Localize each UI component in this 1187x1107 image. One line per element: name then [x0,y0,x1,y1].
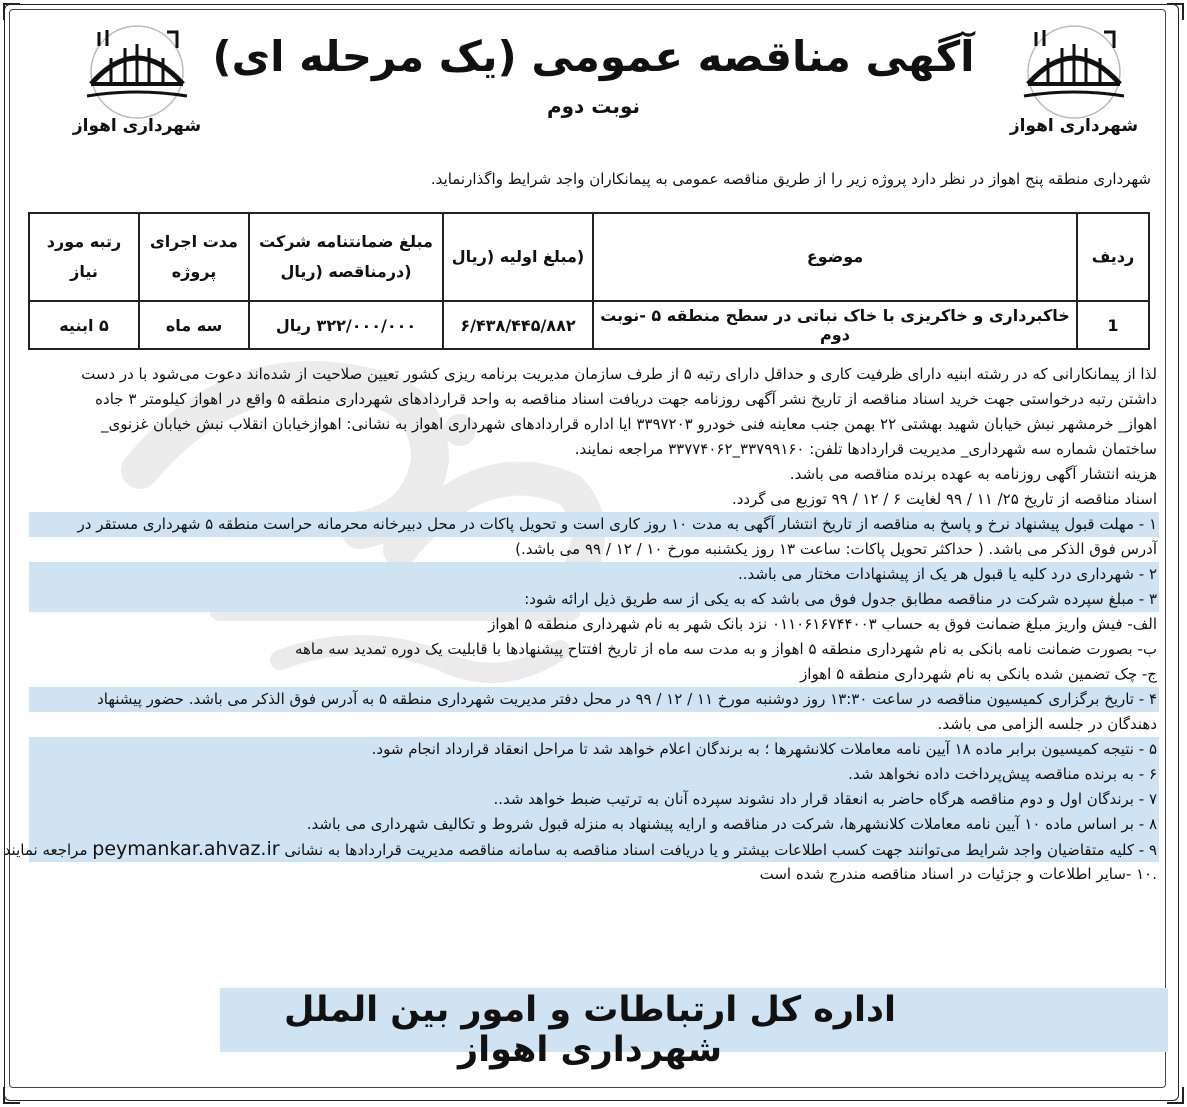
logo-caption: شهرداری اهواز [1009,116,1139,136]
intro-text: شهرداری منطقه پنج اهواز در نظر دارد پروژه زیر را از طریق مناقصه عمومی به پیمانکاران واجد شرایط واگذارنماید. [430,170,1151,188]
header-guarantee-line2: (درمناقصه (ریال [280,262,412,281]
paragraph-line: ساختمان شماره سه شهرداری_ مدیریت قراردادها تلفن: ۳۳۷۹۹۱۶۰_۳۳۷۷۴۰۶۲ مراجعه نمایند. [574,440,1157,458]
cost-line: هزینه انتشار آگهی روزنامه به عهده برنده مناقصه می باشد. [789,465,1157,483]
logo-caption: شهرداری اهواز [72,116,202,136]
cell-subject: خاکبرداری و خاکریزی با خاک نباتی در سطح منطقه ۵ -نوبت دوم [593,301,1077,349]
cell-duration: سه ماه [139,301,249,349]
condition-item-5: ۵ - نتیجه کمیسیون برابر ماده ۱۸ آیین نامه معاملات کلانشهرها ؛ به برندگان اعلام خواهد شد تا مراحل انعقاد قرارداد انجام شود. [29,737,1159,762]
condition-item-2: ۲ - شهرداری درد کلیه یا قبول هر یک از پیشنهادات مختار می باشد.. [29,562,1159,587]
header-guarantee [249,213,443,301]
cell-grade: ۵ ابنیه [29,301,139,349]
condition-item-1: ۱ - مهلت قبول پیشنهاد نرخ و پاسخ به مناقصه از تاریخ انتشار آگهی به مدت ۱۰ روز کاری است و تحویل پاکات در محل دبیرخانه محرمانه حراست منطقه ۵ شهرداری مستقر در [29,512,1159,537]
header-grade-line2: نیاز [70,262,98,281]
docs-date-line: اسناد مناقصه از تاریخ ۲۵/ ۱۱ / ۹۹ لغایت ۶ / ۱۲ / ۹۹ توزیع می گردد. [731,490,1157,508]
paragraph-line: اهواز_ خرمشهر نبش خیابان شهید بهشتی ۲۲ بهمن جنب معاینه فنی خودرو ۳۳۹۷۲۰۳ ایا اداره قراردادهای شهرداری اهواز به نشانی: اهوازخیابان انقلاب نبش خیابان غزنوی_ [100,415,1157,433]
item-9-tail: مراجعه نمایند [3,841,88,859]
condition-item-4-cont: دهندگان در جلسه الزامی می باشد. [937,715,1157,733]
condition-item-1-cont: آدرس فوق الذکر می باشد. ( حداکثر تحویل پاکات: ساعت ۱۳ روز یکشنبه مورخ ۱۰ / ۱۲ / ۹۹ می باشد.) [515,540,1157,558]
table-row [29,301,1149,349]
condition-item-3b: ب- بصورت ضمانت نامه بانکی به نام شهرداری منطقه ۵ اهواز و به مدت سه ماه از تاریخ افتتاح پیشنهادها با قابلیت یک دوره تمدید سه ماهه [294,640,1157,658]
condition-item-8: ۸ - بر اساس ماده ۱۰ آیین نامه معاملات کلانشهرها، شرکت در مناقصه و ارایه پیشنهاد به منزله قبول شروط و تکالیف شهرداری می باشد. [29,812,1159,837]
tender-conditions [3,362,1159,887]
header-guarantee-line1: مبلغ ضمانتنامه شرکت [259,232,433,251]
tender-table [28,212,1150,350]
paragraph-line: داشتن رتبه درخواستی جهت خرید اسناد مناقصه از تاریخ نشر آگهی روزنامه جهت دریافت اسناد مناقصه به واحد قراردادهای شهرداری منطقه ۵ واقع در اهواز کیلومتر ۳ جاده [95,390,1157,408]
page-title: آگهی مناقصه عمومی (یک مرحله ای) [212,32,975,81]
table-header-row [29,213,1149,301]
cell-guarantee: ۳۲۲/۰۰۰/۰۰۰ ریال [249,301,443,349]
condition-item-3: ۳ - مبلغ سپرده شرکت در مناقصه مطابق جدول فوق می باشد که به یکی از سه طریق ذیل ارائه شود: [29,587,1159,612]
condition-item-10: .۱۰ -سایر اطلاعات و جزئیات در اسناد مناقصه مندرج شده است [759,865,1157,883]
paragraph-line: لذا از پیمانکارانی که در رشته ابنیه دارای ظرفیت کاری و حداقل دارای رتبه ۵ از طرف سازمان مدیریت برنامه ریزی کشور تعیین صلاحیت از شده‌اند دعوت می‌شود با در دست [81,365,1157,383]
header-grade-line1: رتبه مورد [46,232,122,251]
corner-ornament-icon [2,2,22,22]
footer-issuer: اداره کل ارتباطات و امور بین الملل شهرداری اهواز [283,990,897,1070]
cell-base-amount: ۶/۴۳۸/۴۴۵/۸۸۲ [443,301,593,349]
condition-item-3a: الف- فیش واریز مبلغ ضمانت فوق به حساب ۰۱۱۰۶۱۶۷۴۴۰۰۳ نزد بانک شهر به نام شهرداری منطقه ۵ اهواز [488,615,1157,633]
corner-ornament-icon [2,1085,22,1105]
header-base-amount: (مبلغ اولیه (ریال [443,213,593,301]
condition-item-7: ۷ - برندگان اول و دوم مناقصه هرگاه حاضر به انعقاد قرار داد نشوند سپرده آنان به ترتیب ضبط خواهد شد.. [29,787,1159,812]
header-duration [139,213,249,301]
header-subject: موضوع [593,213,1077,301]
header-duration-line1: مدت اجرای [150,232,238,251]
corner-ornament-icon [1165,1085,1185,1105]
header-duration-line2: پروژه [171,262,217,281]
condition-item-9 [3,837,1159,862]
page-subtitle: نوبت دوم [546,94,641,118]
header-row-number: ردیف [1077,213,1149,301]
header-grade [29,213,139,301]
condition-item-4: ۴ - تاریخ برگزاری کمیسیون مناقصه در ساعت ۱۳:۳۰ روز دوشنبه مورخ ۱۱ / ۱۲ / ۹۹ در محل دفتر مدیریت شهرداری منطقه ۵ به آدرس فوق الذکر می باشد. حضور پیشنهاد [29,687,1159,712]
item-9-text: ۹ - کلیه متقاضیان واجد شرایط می‌توانند جهت کسب اطلاعات بیشتر و یا دریافت اسناد مناقصه به سامانه مناقصه مدیریت قراردادها به نشانی [284,841,1157,859]
website-link[interactable]: peymankar.ahvaz.ir [92,838,280,860]
condition-item-6: ۶ - به برنده مناقصه پیش‌پرداخت داده نخواهد شد. [29,762,1159,787]
condition-item-3c: ج- چک تضمین شده بانکی به نام شهرداری منطقه ۵ اهواز [800,665,1157,683]
corner-ornament-icon [1165,2,1185,22]
cell-row-number: 1 [1077,301,1149,349]
